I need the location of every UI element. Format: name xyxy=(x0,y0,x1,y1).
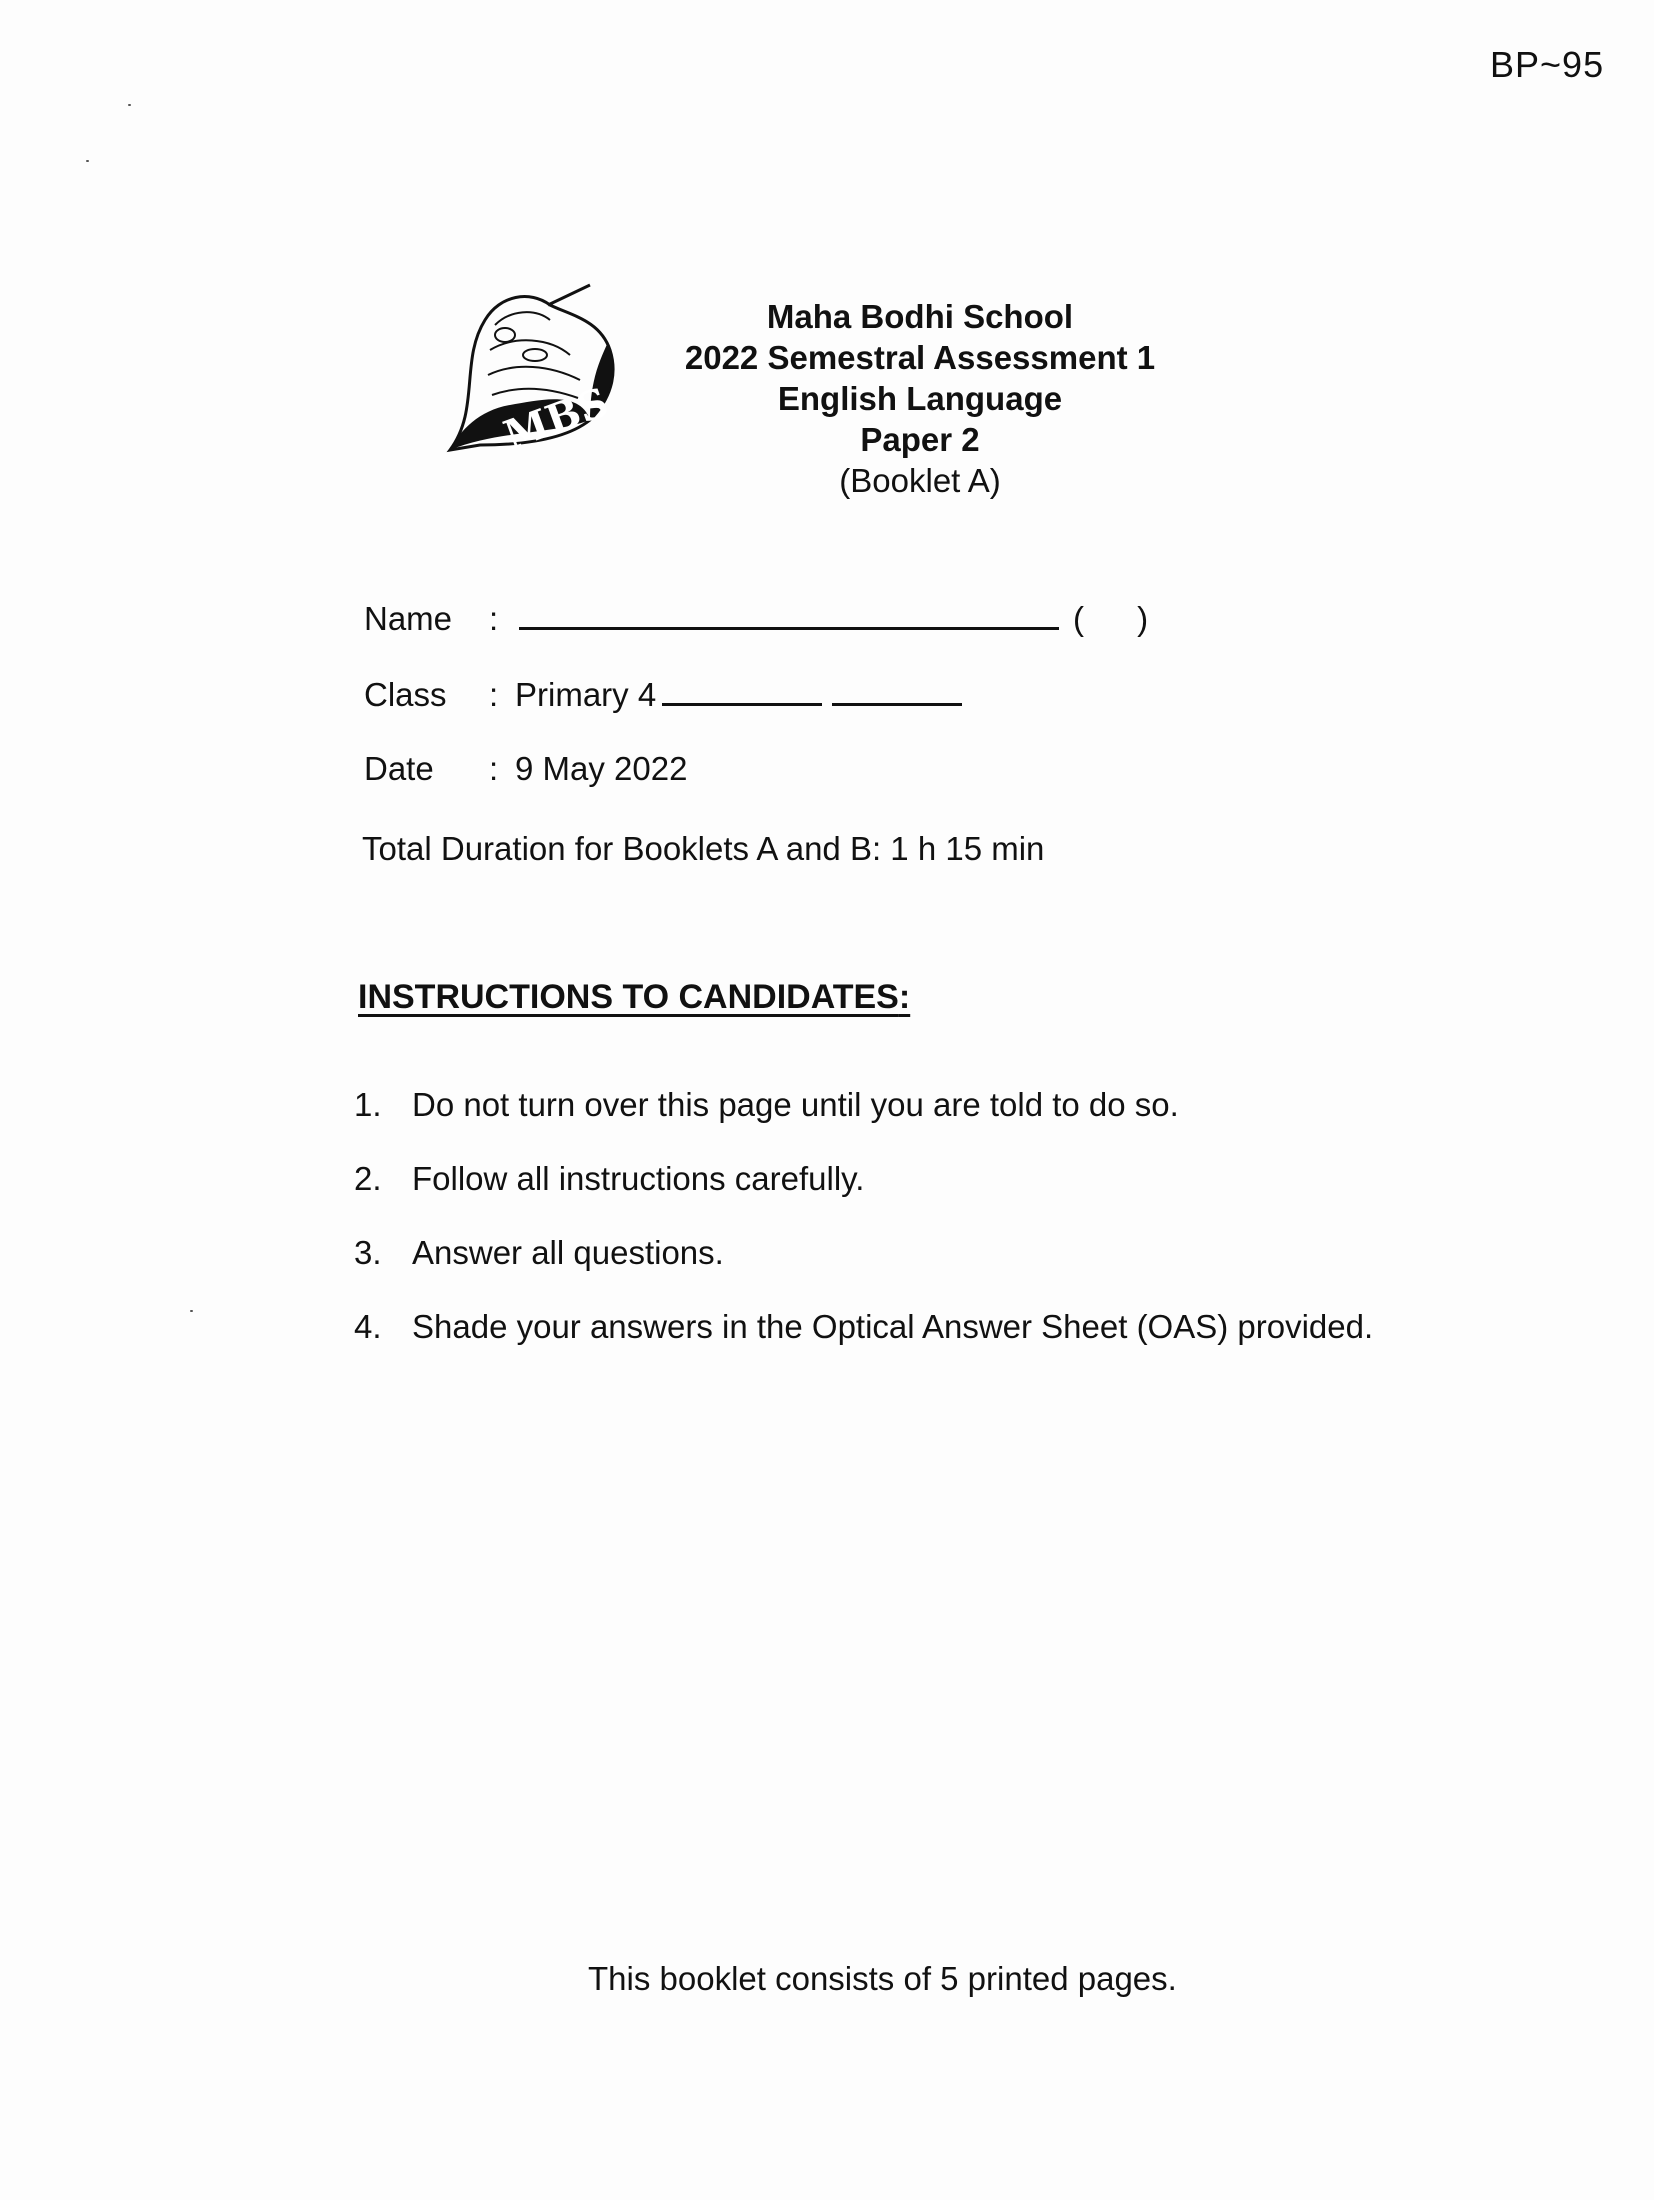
instruction-number: 4. xyxy=(354,1308,382,1345)
instruction-text: Shade your answers in the Optical Answer Sheet (OAS) provided. xyxy=(412,1308,1374,1345)
instructions-title xyxy=(358,978,910,1017)
paper-number: Paper 2 xyxy=(860,421,980,458)
instructions-title-colon: : xyxy=(898,978,911,1016)
class-field-row xyxy=(364,676,962,714)
name-blank-line[interactable] xyxy=(519,626,1059,630)
instruction-number: 2. xyxy=(354,1160,382,1197)
instruction-item xyxy=(354,1234,1373,1308)
paper-header xyxy=(640,296,1200,501)
class-blank-line-2[interactable] xyxy=(832,702,962,706)
instruction-item xyxy=(354,1086,1373,1160)
school-name: Maha Bodhi School xyxy=(766,298,1074,335)
class-label: Class xyxy=(364,676,447,713)
instruction-item xyxy=(354,1308,1373,1382)
subject-title: English Language xyxy=(777,380,1063,417)
instruction-text: Answer all questions. xyxy=(412,1234,724,1271)
scan-speck xyxy=(190,1310,193,1312)
class-value: Primary 4 xyxy=(515,676,657,713)
name-field-row xyxy=(364,600,1170,638)
instruction-item xyxy=(354,1160,1373,1234)
reference-code: BP~95 xyxy=(1490,44,1605,85)
instruction-number: 1. xyxy=(354,1086,382,1123)
mbs-leaf-logo-icon xyxy=(440,280,640,470)
colon: : xyxy=(489,676,499,713)
class-blank-line[interactable] xyxy=(662,702,822,706)
scan-speck xyxy=(128,104,131,106)
date-value: 9 May 2022 xyxy=(515,750,688,787)
index-number-parens: ( ) xyxy=(1073,600,1171,637)
instructions-list xyxy=(354,1086,1373,1382)
date-label: Date xyxy=(364,750,434,787)
colon: : xyxy=(489,750,499,787)
name-label: Name xyxy=(364,600,453,637)
logo-letters: MBS xyxy=(497,378,615,460)
instructions-title-text: INSTRUCTIONS TO CANDIDATES xyxy=(358,978,899,1016)
instruction-text: Do not turn over this page until you are told to do so. xyxy=(412,1086,1179,1123)
scan-speck xyxy=(86,160,89,162)
date-field-row xyxy=(364,750,687,788)
colon: : xyxy=(489,600,499,637)
assessment-title: 2022 Semestral Assessment 1 xyxy=(684,339,1156,376)
total-duration: Total Duration for Booklets A and B: 1 h 15 min xyxy=(362,830,1045,867)
instruction-text: Follow all instructions carefully. xyxy=(412,1160,865,1197)
page-count-footer: This booklet consists of 5 printed pages. xyxy=(588,1960,1177,1997)
booklet-label: (Booklet A) xyxy=(839,462,1001,499)
instruction-number: 3. xyxy=(354,1234,382,1271)
